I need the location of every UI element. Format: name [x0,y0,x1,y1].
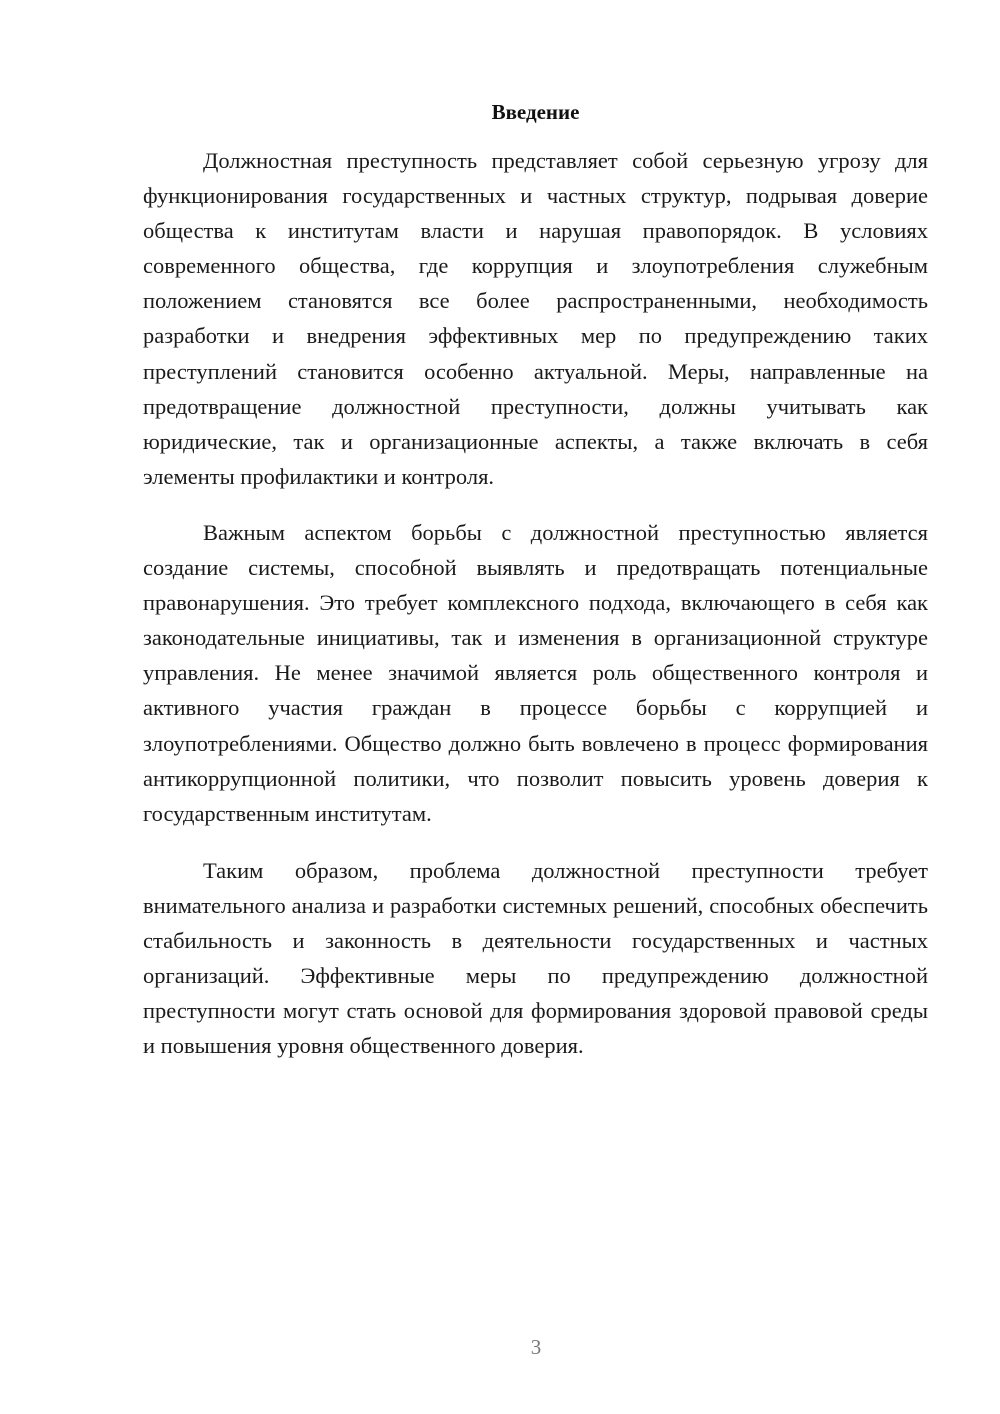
paragraph-1: Должностная преступность представляет собой серьезную угрозу для функционирования государственных и частных структур, подрывая доверие общества к институтам власти и нарушая правопорядок. В условиях современного общества, где коррупция и злоупотребления служебным положением становятся все более распространенными, необходимость разработки и внедрения эффективных мер по предупреждению таких преступлений становится особенно актуальной. Меры, направленные на предотвращение должностной преступности, должны учитывать как юридические, так и организационные аспекты, а также включать в себя элементы профилактики и контроля. [143,148,928,489]
page-title: Введение [491,100,580,124]
page-number: 3 [530,1335,542,1359]
paragraph-3: Таким образом, проблема должностной преступности требует внимательного анализа и разработки системных решений, способных обеспечить стабильность и законность в деятельности государственных и частных организаций. Эффективные меры по предупреждению должностной преступности могут стать основой для формирования здоровой правовой среды и повышения уровня общественного доверия. [143,858,928,1059]
paragraph-2: Важным аспектом борьбы с должностной преступностью является создание системы, способной выявлять и предотвращать потенциальные правонарушения. Это требует комплексного подхода, включающего в себя как законодательные инициативы, так и изменения в организационной структуре управления. Не менее значимой является роль общественного контроля и активного участия граждан в процессе борьбы с коррупцией и злоупотреблениями. Общество должно быть вовлечено в процесс формирования антикоррупционной политики, что позволит повысить уровень доверия к государственным институтам. [143,520,928,826]
